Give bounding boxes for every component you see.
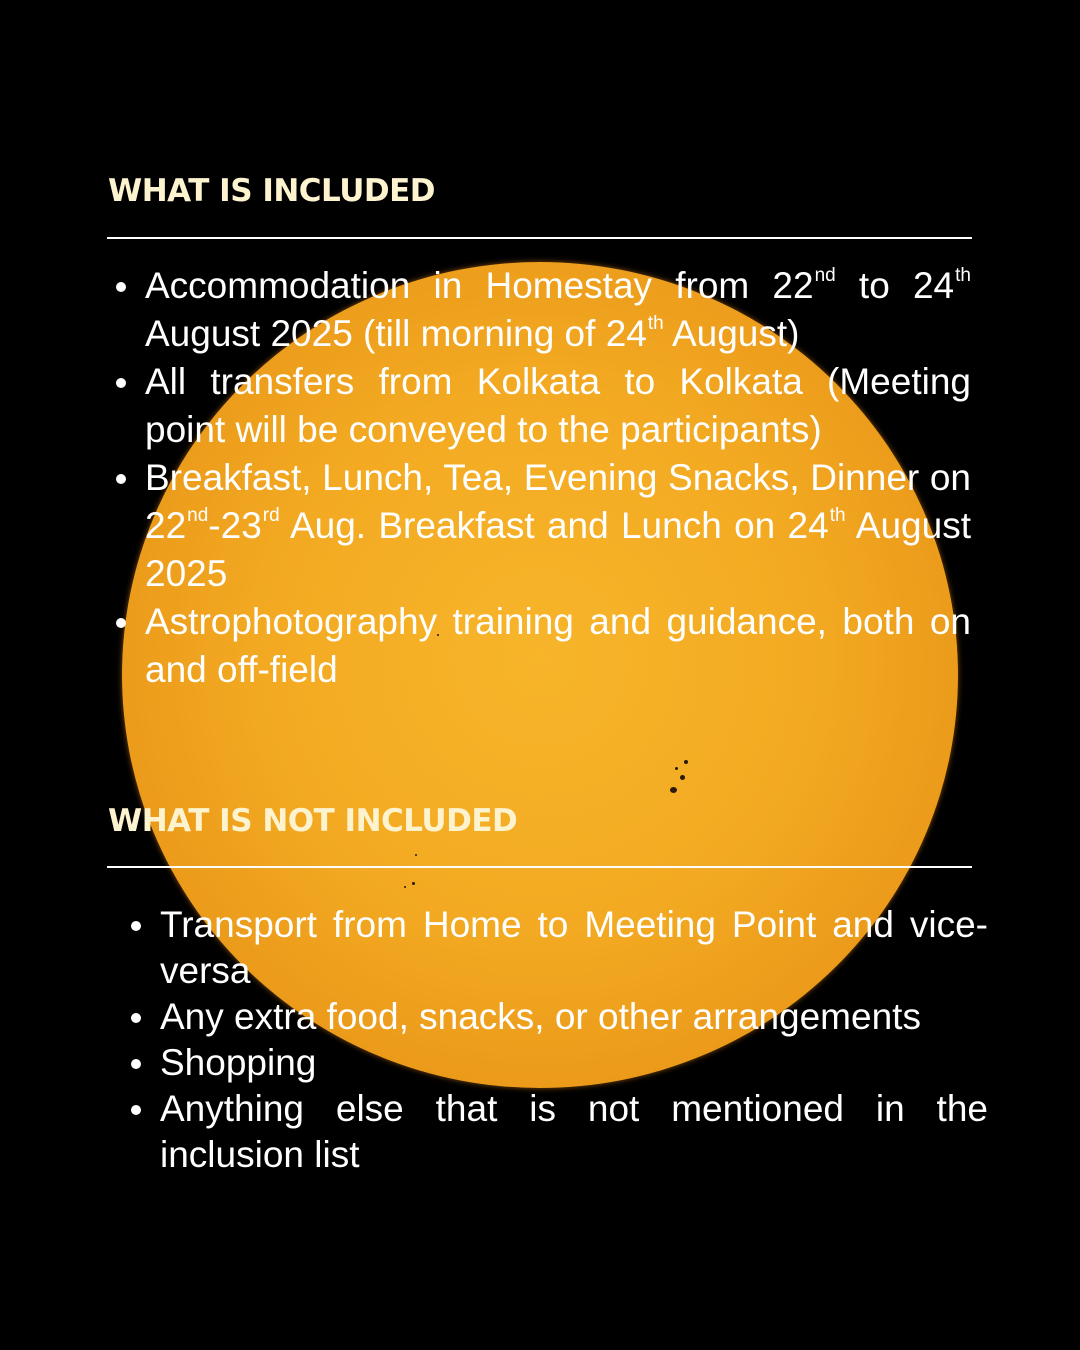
included-heading: WHAT IS INCLUDED — [108, 173, 436, 209]
not-included-item: Shopping — [160, 1040, 988, 1086]
not-included-heading: WHAT IS NOT INCLUDED — [108, 803, 518, 839]
included-divider — [107, 237, 972, 239]
sunspot — [670, 787, 677, 793]
sunspot — [680, 775, 685, 780]
included-item-transfers: All transfers from Kolkata to Kolkata (Meeting point will be conveyed to the participants) — [145, 358, 971, 454]
sunspot — [675, 767, 678, 770]
included-item-astrophotography: Astrophotography training and guidance, both on and off-field — [145, 598, 971, 694]
sunspot — [404, 886, 406, 888]
not-included-item: Transport from Home to Meeting Point and vice-versa — [160, 902, 988, 994]
not-included-item: Anything else that is not mentioned in the inclusion list — [160, 1086, 988, 1178]
included-item-meals: Breakfast, Lunch, Tea, Evening Snacks, Dinner on 22nd-23rd Aug. Breakfast and Lunch on 24th August 2025 — [145, 454, 971, 598]
not-included-divider — [107, 866, 972, 868]
not-included-list — [160, 902, 988, 1178]
sunspot — [684, 760, 688, 764]
included-item-accommodation: Accommodation in Homestay from 22nd to 24th August 2025 (till morning of 24th August) — [145, 262, 971, 358]
sunspot — [415, 854, 417, 856]
sunspot — [412, 882, 415, 885]
included-list — [145, 262, 971, 694]
not-included-item: Any extra food, snacks, or other arrangements — [160, 994, 988, 1040]
